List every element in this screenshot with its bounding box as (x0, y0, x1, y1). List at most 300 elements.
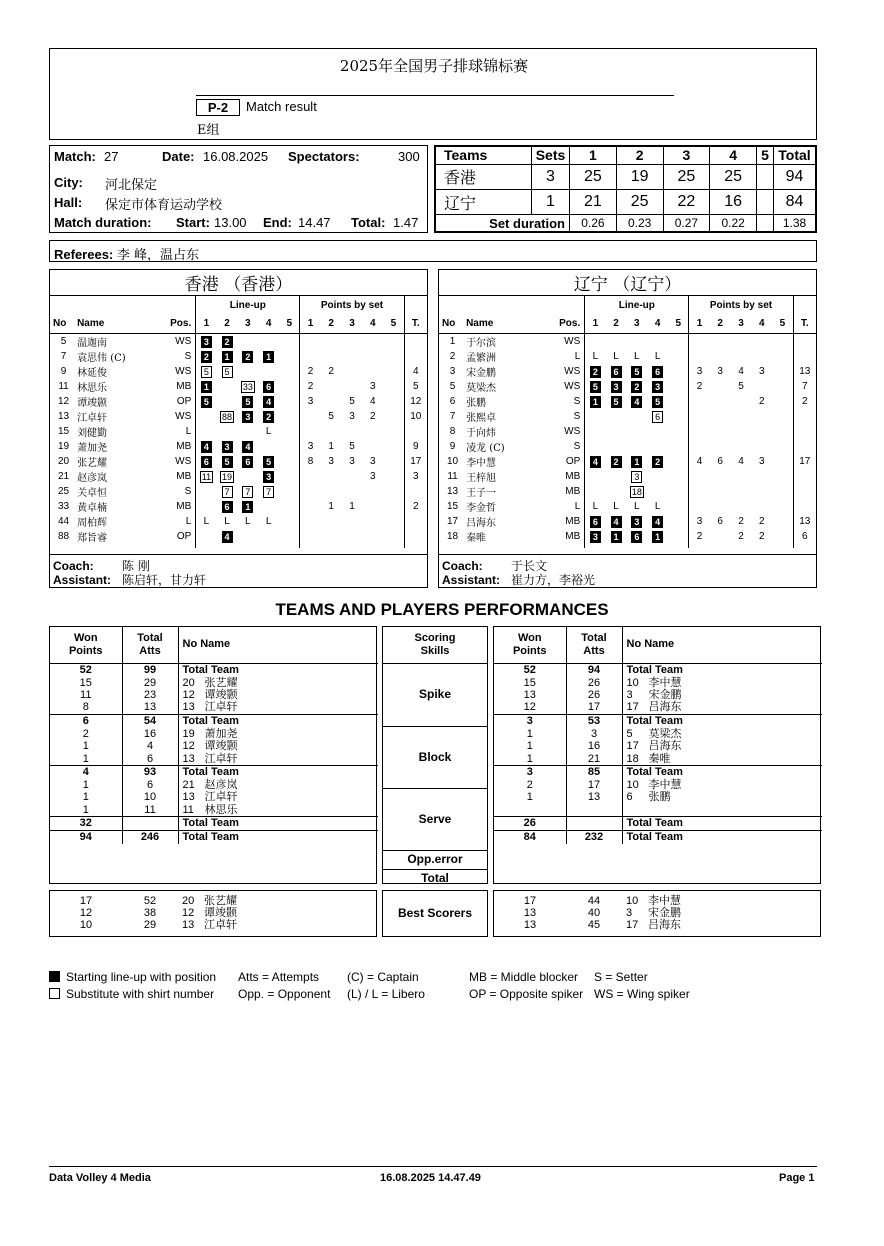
points-set-5 (383, 394, 404, 409)
points-set-1 (300, 514, 321, 529)
total-attempts: 85 (566, 765, 622, 779)
points-set-3: 1 (349, 501, 355, 512)
lineup-set-4 (258, 514, 279, 529)
player-number: 5 (60, 336, 67, 347)
player-row (439, 499, 816, 514)
points-set-4 (751, 409, 772, 424)
tournament-title: 2025年全国男子排球锦标赛 (339, 57, 529, 75)
lineup-set-1 (585, 334, 606, 350)
best-points: 17 (79, 895, 93, 907)
lineup-set-4 (258, 334, 279, 350)
starting-position-square: 5 (222, 456, 233, 468)
won-points: 1 (526, 728, 533, 741)
col-no: No (50, 315, 77, 334)
starting-position-square: 2 (263, 411, 274, 423)
lineup-set-1 (196, 349, 217, 364)
starting-position-square: 6 (201, 456, 212, 468)
player-position: S (573, 411, 581, 422)
player-total-points: 13 (793, 364, 816, 379)
won-points: 13 (523, 689, 536, 702)
player-name: 宋金鹏 (648, 688, 682, 702)
player-row (50, 701, 378, 714)
player-row (50, 529, 427, 544)
away-roster-table (439, 270, 816, 548)
starting-position-square: 1 (590, 396, 601, 408)
lineup-header: Line-up (585, 296, 689, 315)
libero-mark: L (634, 351, 640, 362)
lineup-set-2 (217, 349, 238, 364)
starting-position-square: 4 (263, 396, 274, 408)
player-name: 莫梁杰 (466, 383, 497, 394)
player-name: 张鹏 (648, 790, 671, 804)
lineup-set-4 (258, 409, 279, 424)
lineup-set-3 (626, 424, 647, 439)
libero-mark: L (592, 501, 599, 512)
set-duration-5 (757, 215, 774, 232)
player-number: 21 (57, 471, 70, 482)
player-number: 18 (446, 531, 459, 542)
player-total-points: 17 (404, 454, 427, 469)
score-home-set5 (757, 164, 774, 189)
player-number: 5 (626, 728, 633, 741)
points-set-2 (710, 439, 731, 454)
player-total-points: 13 (793, 514, 816, 529)
best-attempts: 44 (587, 895, 601, 907)
lineup-set-1 (196, 364, 217, 379)
total-time: 1.47 (393, 215, 419, 230)
lineup-set-2 (606, 334, 627, 350)
won-points: 1 (82, 803, 89, 816)
filler-cell (466, 544, 520, 548)
won-points: 8 (82, 701, 89, 714)
points-set-1 (300, 424, 321, 439)
player-position: S (184, 351, 192, 362)
away-performance-table (493, 626, 821, 884)
won-points: 4 (50, 765, 122, 779)
player-number: 20 (182, 895, 195, 907)
player-name: 王子一 (466, 488, 497, 499)
points-set-2 (321, 424, 342, 439)
empty-square-icon (49, 988, 60, 999)
libero-mark: L (654, 351, 661, 362)
points-set-2 (710, 529, 731, 544)
lineup-set-1 (196, 394, 217, 409)
roster-filler-row (439, 544, 816, 548)
best-scorer-row (50, 919, 378, 931)
lineup-set-2 (217, 379, 238, 394)
lineup-set-1 (585, 379, 606, 394)
substitute-number-square: 5 (201, 366, 212, 378)
player-number: 3 (626, 907, 633, 920)
player-number: 3 (626, 689, 633, 702)
player-position: MB (176, 381, 192, 392)
player-position: WS (564, 336, 581, 347)
points-set-1: 3 (300, 439, 321, 454)
points-set-3: 5 (349, 441, 355, 452)
player-number: 2 (449, 351, 456, 362)
player-total-points: 7 (793, 379, 816, 394)
score-header-total: Total (774, 147, 816, 165)
score-header-sets: Sets (532, 147, 570, 165)
total-team-label: Total Team (622, 714, 822, 728)
legend-atts: Atts = Attempts (238, 970, 320, 984)
player-name: 周柏辉 (77, 518, 108, 529)
total-attempts: 29 (122, 677, 178, 689)
lineup-set-2 (217, 334, 238, 350)
player-total-points (404, 514, 427, 529)
player-total-points (793, 439, 816, 454)
player-number: 5 (449, 381, 456, 392)
points-set-2 (321, 469, 342, 484)
player-row (494, 753, 822, 766)
team-total-row (50, 830, 378, 844)
player-position: L (574, 351, 581, 362)
player-number: 17 (626, 740, 639, 753)
total-attempts (122, 816, 178, 830)
lineup-set-1 (585, 454, 606, 469)
player-name: 宋金鹏 (648, 906, 681, 920)
player-name: 张艺耀 (204, 894, 237, 907)
points-set-2: 3 (328, 456, 334, 467)
points-set-4 (751, 499, 772, 514)
points-set-4 (751, 439, 772, 454)
away-roster-column-header (439, 315, 816, 334)
assistant-label: Assistant: (442, 573, 501, 587)
lineup-set-1 (585, 484, 606, 499)
lineup-set-1 (585, 514, 606, 529)
substitute-number-square: 7 (242, 486, 253, 498)
lineup-set-5 (668, 334, 689, 350)
points-set-2 (321, 379, 342, 394)
lineup-set-2 (606, 514, 627, 529)
player-name: 于向炜 (466, 428, 497, 439)
col-points-set-2: 2 (710, 315, 731, 334)
lineup-set-4 (647, 454, 668, 469)
player-row (50, 349, 427, 364)
starting-position-square: 3 (201, 336, 212, 348)
total-team-label: Total Team (622, 816, 822, 830)
points-set-3: 5 (738, 381, 744, 392)
home-roster-group-header (50, 296, 427, 315)
total-label: Total: (351, 215, 386, 230)
points-set-5 (383, 409, 404, 424)
best-player-entry (178, 919, 378, 931)
lineup-set-3 (237, 499, 258, 514)
lineup-set-3 (237, 364, 258, 379)
points-set-3 (342, 514, 363, 529)
points-set-2 (710, 349, 731, 364)
total-attempts: 3 (566, 728, 622, 740)
player-number: 10 (446, 456, 459, 467)
home-best-table (50, 895, 378, 932)
points-set-4 (751, 334, 772, 350)
lineup-set-3 (626, 499, 647, 514)
player-row (439, 379, 816, 394)
points-set-2 (321, 334, 342, 350)
lineup-set-1 (196, 469, 217, 484)
points-set-4: 3 (759, 366, 765, 377)
away-perf-header (494, 627, 822, 663)
points-set-5 (772, 484, 793, 499)
libero-mark: L (613, 351, 619, 362)
no-name-header: No Name (178, 627, 378, 663)
set-duration-2: 0.23 (616, 215, 663, 232)
lineup-set-2 (217, 394, 238, 409)
lineup-set-2 (606, 379, 627, 394)
coach-label: Coach: (53, 559, 94, 573)
player-number: 44 (57, 516, 70, 527)
player-name: 郑旨睿 (77, 533, 108, 544)
player-row (439, 424, 816, 439)
player-total-points (793, 334, 816, 350)
lineup-set-5 (668, 499, 689, 514)
won-points: 52 (79, 664, 92, 677)
assistant-label: Assistant: (53, 573, 112, 587)
player-row (494, 701, 822, 714)
won-points: 26 (494, 816, 566, 830)
points-set-1 (300, 529, 321, 544)
points-set-2: 2 (328, 366, 334, 377)
lineup-set-1 (585, 394, 606, 409)
col-name: Name (77, 315, 131, 334)
header-divider (196, 95, 674, 96)
substitute-number-square: 11 (201, 471, 212, 482)
col-points-set-2: 2 (321, 315, 342, 334)
lineup-set-3 (626, 469, 647, 484)
points-by-set-header: Points by set (300, 296, 404, 315)
best-player-entry (622, 919, 822, 931)
starting-position-square: 4 (631, 396, 642, 408)
player-row (494, 791, 822, 803)
score-away-set2: 25 (616, 190, 663, 215)
player-number: 13 (57, 411, 70, 422)
player-total-points (793, 349, 816, 364)
player-total-points (404, 529, 427, 544)
lineup-set-2 (606, 529, 627, 544)
player-row (439, 394, 816, 409)
filled-square-icon (49, 971, 60, 982)
player-entry (178, 753, 378, 766)
player-row (50, 424, 427, 439)
total-team-label: Total Team (178, 663, 378, 677)
total-team-label: Total Team (178, 830, 378, 844)
best-points: 12 (79, 907, 93, 920)
lineup-set-5 (279, 529, 300, 544)
lineup-set-4 (258, 454, 279, 469)
points-set-4 (362, 334, 383, 350)
libero-mark: L (634, 501, 640, 512)
player-number: 25 (57, 486, 70, 497)
won-points: 12 (523, 701, 536, 714)
points-set-3: 4 (738, 456, 744, 467)
lineup-set-4 (647, 394, 668, 409)
lineup-set-4 (258, 469, 279, 484)
lineup-set-5 (668, 394, 689, 409)
score-away-set5 (757, 190, 774, 215)
points-set-5 (772, 379, 793, 394)
player-position: MB (565, 486, 581, 497)
player-total-points: 5 (404, 379, 427, 394)
player-total-points: 17 (793, 454, 816, 469)
player-position: WS (175, 456, 192, 467)
lineup-set-2 (606, 469, 627, 484)
points-set-5 (772, 364, 793, 379)
player-name: 关卓恒 (77, 488, 108, 499)
starting-position-square: 4 (242, 441, 253, 453)
player-number: 11 (58, 381, 69, 392)
col-lineup-set-4: 4 (647, 315, 668, 334)
lineup-set-4 (258, 424, 279, 439)
lineup-set-1 (196, 424, 217, 439)
lineup-set-3 (237, 439, 258, 454)
points-set-3 (342, 364, 363, 379)
libero-mark: L (245, 516, 251, 527)
won-points: 52 (523, 664, 536, 677)
total-attempts: 26 (566, 689, 622, 701)
points-set-5 (772, 409, 793, 424)
filler-cell (131, 544, 196, 548)
col-total: T. (793, 315, 816, 334)
player-name: 张艺耀 (204, 676, 238, 689)
footer-divider (49, 1166, 817, 1167)
filler-cell (626, 544, 647, 548)
points-set-3 (731, 394, 752, 409)
skill-block: Block (383, 726, 487, 788)
player-position: WS (175, 366, 192, 377)
lineup-set-2 (606, 349, 627, 364)
starting-position-square: 1 (631, 456, 642, 468)
points-set-3 (342, 469, 363, 484)
won-points: 2 (82, 728, 89, 741)
player-name: 谭竣颢 (204, 739, 238, 753)
points-set-5 (772, 334, 793, 350)
hall-label: Hall: (54, 195, 83, 210)
lineup-set-4 (258, 394, 279, 409)
referees-row (49, 240, 817, 262)
player-name: 黄卓楠 (77, 503, 108, 514)
team-total-row (494, 816, 822, 830)
col-lineup-set-5: 5 (279, 315, 300, 334)
lineup-set-4 (258, 349, 279, 364)
player-name: 莫梁杰 (648, 727, 682, 741)
won-points: 6 (50, 714, 122, 728)
lineup-set-3 (237, 409, 258, 424)
total-attempts: 53 (566, 714, 622, 728)
lineup-set-5 (279, 484, 300, 499)
score-home-sets: 3 (532, 164, 570, 189)
starting-position-square: 5 (201, 396, 212, 408)
points-set-2 (321, 349, 342, 364)
points-set-2 (321, 394, 342, 409)
player-name: 张鹏 (466, 398, 487, 409)
score-header-set2: 2 (616, 147, 663, 165)
player-row (50, 394, 427, 409)
best-points: 17 (523, 895, 537, 907)
won-points: 15 (79, 677, 92, 689)
score-home-total: 94 (774, 164, 816, 189)
player-number: 10 (626, 677, 639, 689)
substitute-number-square: 88 (222, 411, 233, 422)
legend-starting-text: Starting line-up with position (66, 970, 217, 984)
points-set-1 (689, 499, 710, 514)
lineup-set-4 (647, 364, 668, 379)
lineup-set-5 (279, 364, 300, 379)
col-pos: Pos. (131, 315, 196, 334)
total-team-label: Total Team (178, 765, 378, 779)
total-attempts: 6 (122, 753, 178, 766)
player-name: 谭竣颢 (204, 906, 237, 920)
player-number: 12 (182, 689, 195, 702)
player-entry (622, 753, 822, 766)
player-name: 江卓轩 (204, 918, 237, 932)
referees-label: Referees: (54, 247, 114, 262)
lineup-set-3 (626, 439, 647, 454)
starting-position-square: 1 (222, 351, 233, 363)
points-set-1: 2 (300, 364, 321, 379)
points-set-4: 3 (370, 381, 376, 392)
points-set-5 (383, 334, 404, 350)
won-points: 11 (80, 689, 92, 702)
points-set-4: 3 (370, 456, 376, 467)
starting-position-square: 6 (652, 366, 663, 378)
lineup-set-2 (217, 529, 238, 544)
lineup-set-1 (196, 439, 217, 454)
player-row (439, 529, 816, 544)
points-set-4: 2 (759, 531, 765, 542)
won-points: 1 (82, 740, 89, 753)
total-team-label: Total Team (178, 816, 378, 830)
best-points: 13 (523, 907, 537, 920)
player-position: MB (176, 501, 192, 512)
won-points: 1 (526, 752, 533, 765)
legend-setter: S = Setter (594, 970, 648, 984)
points-set-3 (731, 484, 752, 499)
skill-spike: Spike (418, 687, 451, 701)
player-position: OP (176, 531, 192, 542)
points-set-5 (772, 424, 793, 439)
total-attempts: 6 (122, 779, 178, 791)
points-set-1 (689, 424, 710, 439)
starting-position-square: 6 (222, 501, 233, 513)
player-row (50, 379, 427, 394)
scoring-skills-column (382, 626, 488, 884)
starting-position-square: 2 (611, 456, 622, 468)
player-number: 12 (182, 740, 195, 753)
lineup-set-2 (217, 439, 238, 454)
lineup-set-5 (279, 424, 300, 439)
points-set-5 (772, 454, 793, 469)
score-away-set3: 22 (663, 190, 710, 215)
lineup-set-4 (258, 439, 279, 454)
lineup-set-4 (647, 424, 668, 439)
coach-label: Coach: (442, 559, 483, 573)
player-total-points (404, 484, 427, 499)
player-total-points (793, 469, 816, 484)
player-row (50, 514, 427, 529)
substitute-number-square: 33 (242, 381, 253, 392)
player-name: 李中慧 (648, 894, 681, 907)
points-set-4 (362, 439, 383, 454)
points-set-1: 8 (300, 454, 321, 469)
player-name: 孟繁洲 (466, 353, 497, 364)
city-label: City: (54, 175, 83, 190)
lineup-set-2 (606, 454, 627, 469)
lineup-set-4 (258, 529, 279, 544)
away-perf-table (494, 627, 822, 844)
col-points-set-4: 4 (362, 315, 383, 334)
away-team-title: 辽宁 （辽宁） (439, 270, 816, 296)
filler-cell (404, 544, 427, 548)
